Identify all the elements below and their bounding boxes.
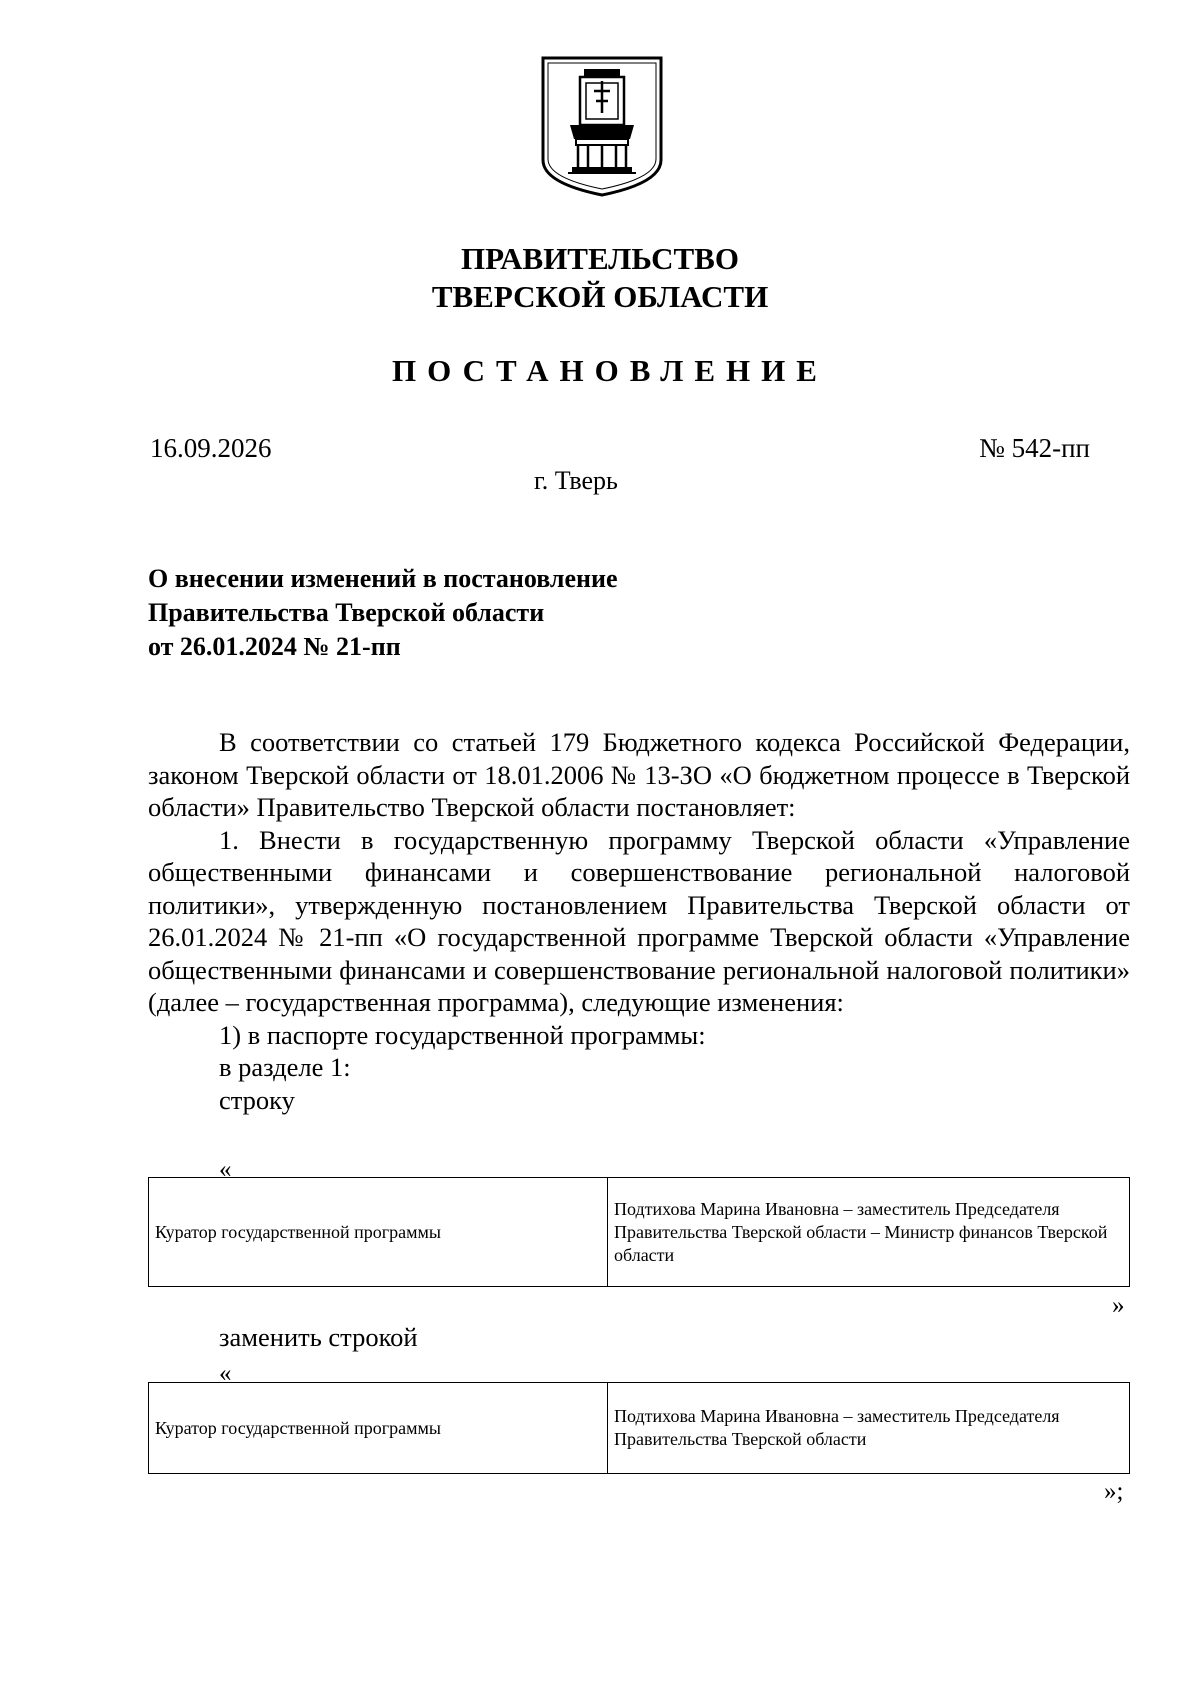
- open-quote-1: «: [219, 1156, 232, 1183]
- org-line-1: ПРАВИТЕЛЬСТВО: [461, 241, 739, 276]
- coat-of-arms-emblem: [540, 55, 664, 198]
- body-line-row: строку: [219, 1084, 295, 1115]
- table-old-label: Куратор государственной программы: [149, 1178, 608, 1287]
- close-quote-2: »;: [1104, 1478, 1124, 1505]
- table-new-label: Куратор государственной программы: [149, 1383, 608, 1474]
- table-old-row: [148, 1177, 1130, 1287]
- close-quote-1: »: [1112, 1292, 1125, 1319]
- replace-instruction: заменить строкой: [219, 1322, 418, 1352]
- table-new-row: [148, 1382, 1130, 1474]
- subject-line-2: Правительства Тверской области: [148, 598, 545, 627]
- table-row: [149, 1178, 1130, 1287]
- document-subject: [148, 562, 708, 664]
- table-row: [149, 1383, 1130, 1474]
- document-body: [148, 726, 1130, 1116]
- table-new-value: Подтихова Марина Ивановна – заместитель Председателя Правительства Тверской области: [608, 1383, 1130, 1474]
- document-city: г. Тверь: [534, 466, 618, 495]
- body-line-passport: 1) в паспорте государственной программы:: [219, 1019, 706, 1050]
- body-paragraph-preamble: В соответствии со статьей 179 Бюджетного кодекса Российской Федерации, законом Тверской области от 18.01.2006 № 13-ЗО «О бюджетном процессе в Тверской области» Правительство Тверской области постановляет:: [148, 727, 1130, 822]
- body-line-section: в разделе 1:: [219, 1052, 351, 1082]
- document-number: № 542-пп: [979, 433, 1090, 463]
- org-line-2: ТВЕРСКОЙ ОБЛАСТИ: [431, 279, 769, 314]
- document-date: 16.09.2026: [150, 433, 272, 463]
- open-quote-2: «: [219, 1360, 232, 1387]
- subject-line-3: от 26.01.2024 № 21-пп: [148, 632, 401, 661]
- subject-line-1: О внесении изменений в постановление: [148, 564, 618, 593]
- document-type: ПОСТАНОВЛЕНИЕ: [392, 353, 828, 388]
- organization-name: [300, 240, 900, 316]
- table-old-value: Подтихова Марина Ивановна – заместитель Председателя Правительства Тверской области – Министр финансов Тверской области: [608, 1178, 1130, 1287]
- body-paragraph-item-1: 1. Внести в государственную программу Тверской области «Управление общественными финансами и совершенствование региональной налоговой политики», утвержденную постановлением Правительства Тверской области от 26.01.2024 № 21-пп «О государственной программе Тверской области «Управление общественными финансами и совершенствование региональной налоговой политики» (далее – государственная программа), следующие изменения:: [148, 824, 1130, 1017]
